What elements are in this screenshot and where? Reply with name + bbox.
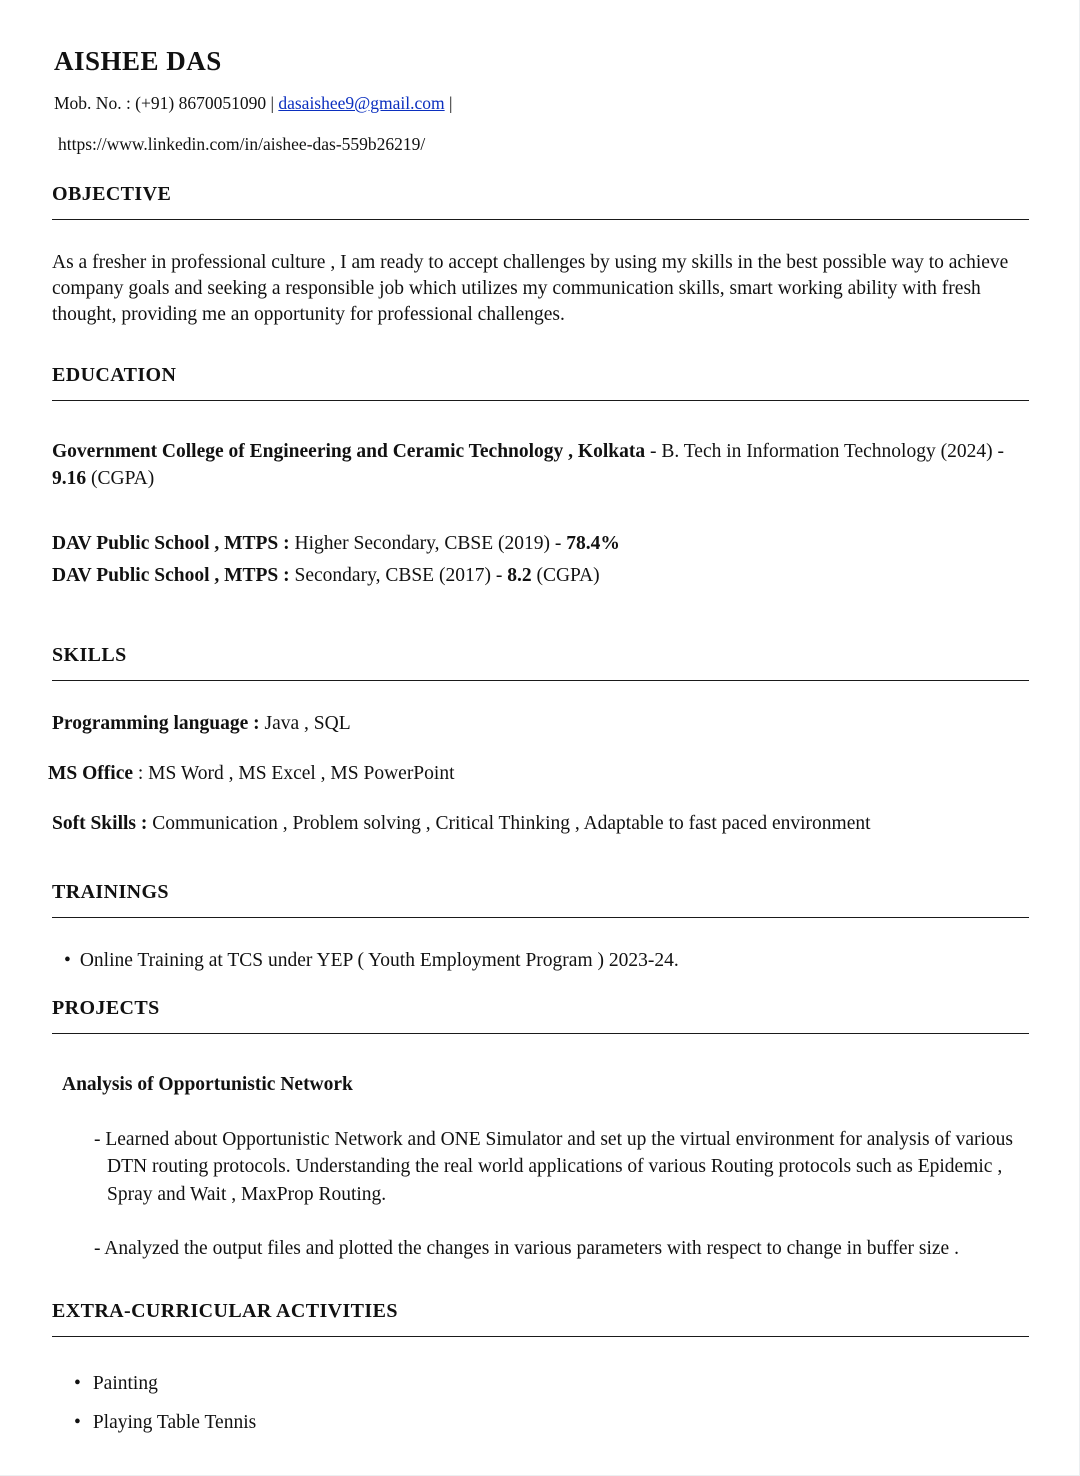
- extracurricular-text: Painting: [92, 1373, 158, 1395]
- college-name: Government College of Engineering and Ceramic Technology , Kolkata: [52, 441, 646, 463]
- skill-label: Soft Skills :: [52, 813, 148, 835]
- section-extracurricular: [52, 1300, 1029, 1435]
- college-score-suffix: (CGPA): [86, 468, 155, 490]
- section-skills: [48, 644, 1029, 837]
- project-bullet: - Analyzed the output files and plotted the changes in various parameters with respect to change in buffer size .: [94, 1237, 959, 1259]
- section-trainings: [52, 881, 1029, 974]
- school-name: DAV Public School , MTPS :: [52, 565, 290, 587]
- section-title-trainings: TRAININGS: [52, 881, 1029, 918]
- section-title-projects: PROJECTS: [52, 997, 1029, 1034]
- project-bullet: - Learned about Opportunistic Network and ONE Simulator and set up the virtual environment for analysis of various DTN routing protocols. Understanding the real world applications of various Routing protocols such as Epidemic , Spray and Wait , MaxProp Routing.: [94, 1128, 1013, 1205]
- education-entry-secondary: [52, 563, 1029, 590]
- college-details: - B. Tech in Information Technology (2024) -: [645, 441, 1004, 463]
- extracurricular-item: [74, 1410, 1029, 1435]
- education-entry-college: [52, 439, 1029, 493]
- linkedin-url: https://www.linkedin.com/in/aishee-das-559b26219/: [58, 134, 426, 154]
- school-details: Secondary, CBSE (2017) -: [289, 565, 508, 587]
- school-score: 8.2: [507, 565, 532, 587]
- phone-text: Mob. No. : (+91) 8670051090 |: [54, 93, 279, 113]
- education-entry-higher-secondary: [52, 531, 1029, 558]
- school-details: Higher Secondary, CBSE (2019) -: [289, 533, 567, 555]
- objective-text: As a fresher in professional culture , I am ready to accept challenges by using my skills in the best possible way to achieve company goals and seeking a responsible job which utilizes my communication skills, smart working ability with fresh thought, providing me an opportunity for professional challenges.: [52, 252, 1009, 326]
- skill-label: Programming language :: [52, 713, 260, 734]
- candidate-name: AISHEE DAS: [54, 46, 222, 76]
- email-link[interactable]: dasaishee9@gmail.com: [278, 93, 445, 113]
- skill-value: : MS Word , MS Excel , MS PowerPoint: [133, 763, 455, 785]
- skill-value: Communication , Problem solving , Critical Thinking , Adaptable to fast paced environment: [147, 813, 871, 835]
- skill-label: MS Office: [48, 763, 134, 785]
- skill-programming-languages: [52, 711, 1029, 737]
- training-text: Online Training at TCS under YEP ( Youth Employment Program ) 2023-24.: [79, 950, 679, 972]
- section-title-extracurricular: EXTRA-CURRICULAR ACTIVITIES: [52, 1300, 1029, 1337]
- skill-ms-office: [48, 761, 1029, 787]
- project-title: Analysis of Opportunistic Network: [62, 1073, 353, 1095]
- contact-separator: |: [444, 93, 453, 113]
- section-objective: [52, 183, 1029, 328]
- skill-soft-skills: [52, 811, 1029, 837]
- resume-header: [52, 46, 1029, 155]
- section-title-education: EDUCATION: [52, 364, 1029, 401]
- section-title-skills: SKILLS: [52, 644, 1029, 681]
- school-score: 78.4%: [566, 533, 620, 555]
- school-name: DAV Public School , MTPS :: [52, 533, 290, 555]
- skill-value: Java , SQL: [259, 713, 351, 734]
- bullet-icon: [64, 950, 80, 971]
- college-score: 9.16: [52, 468, 87, 490]
- bullet-icon: [74, 1373, 93, 1394]
- training-item: [64, 948, 1029, 974]
- contact-line: [54, 93, 1029, 114]
- extracurricular-text: Playing Table Tennis: [92, 1411, 257, 1433]
- extracurricular-item: [74, 1371, 1029, 1396]
- school-score-suffix: (CGPA): [531, 565, 600, 587]
- section-title-objective: OBJECTIVE: [52, 183, 1029, 220]
- bullet-icon: [74, 1412, 93, 1433]
- section-education: [52, 364, 1029, 590]
- section-projects: [52, 997, 1029, 1263]
